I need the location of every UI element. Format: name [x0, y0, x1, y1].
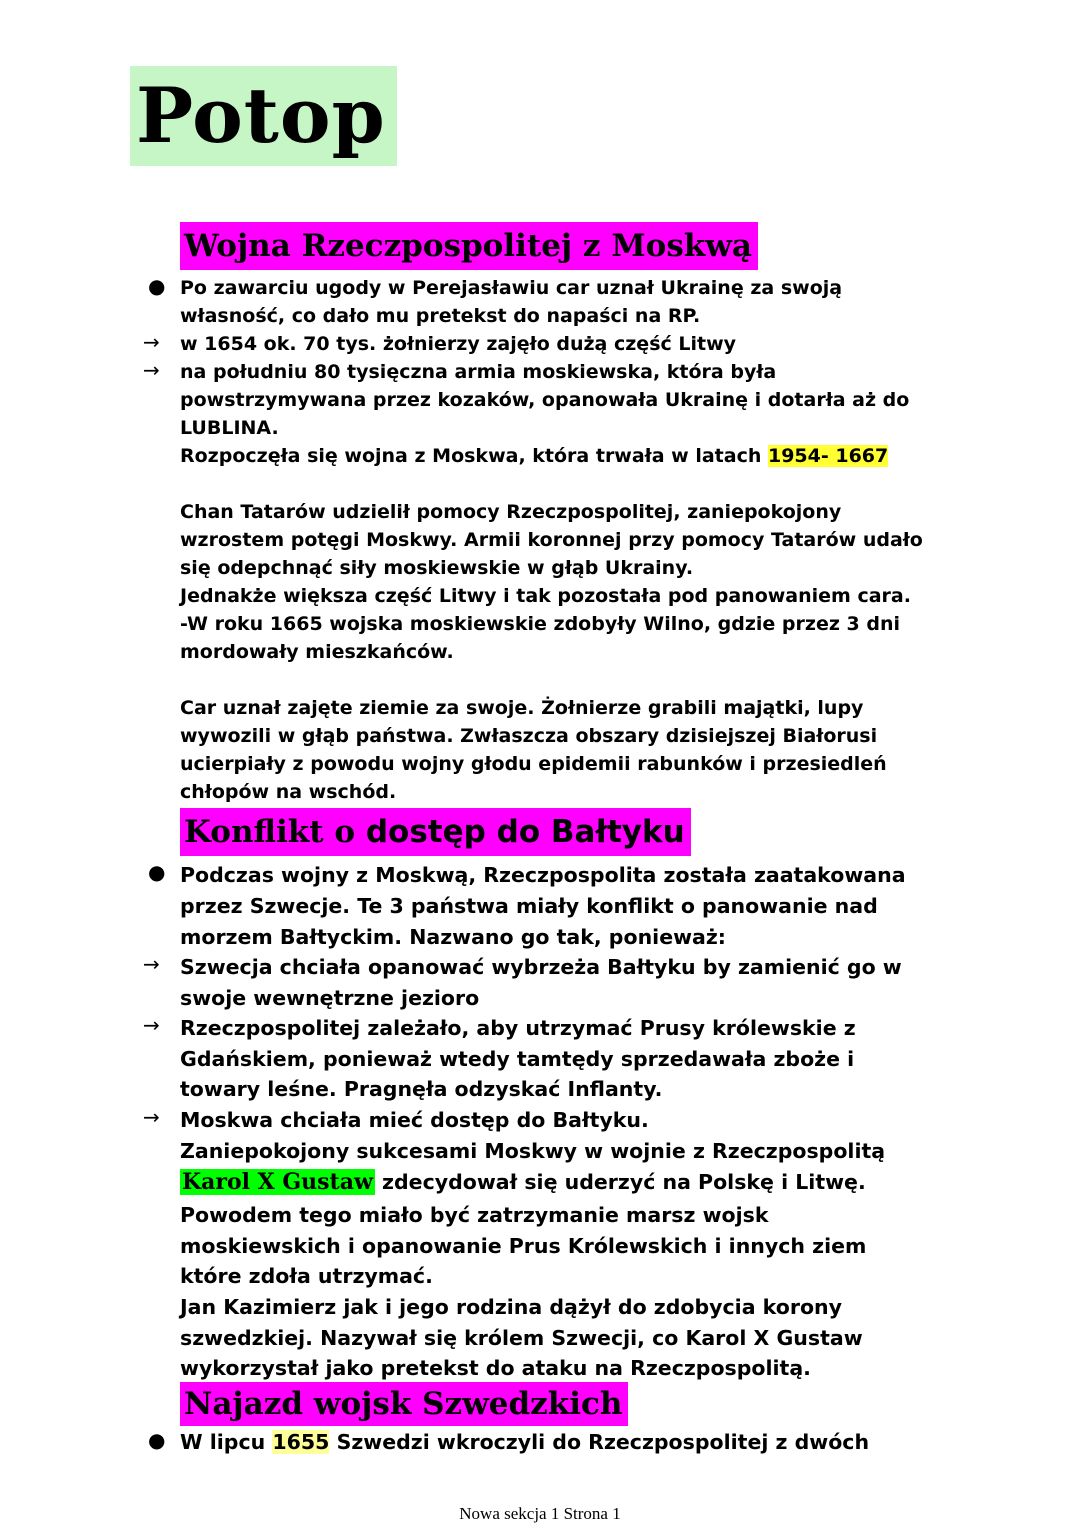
text-line: Moskwa chciała mieć dostęp do Bałtyku. — [180, 1108, 649, 1132]
text-line: Rzeczpospolitej zależało, aby utrzymać Prusy królewskie z — [180, 1016, 856, 1040]
section-heading-swedish-invasion: Najazd wojsk Szwedzkich — [180, 1382, 628, 1426]
text-line — [180, 1427, 869, 1457]
text-line: Zaniepokojony sukcesami Moskwy w wojnie z Rzeczpospolitą — [180, 1139, 886, 1163]
text-line: LUBLINA. — [180, 417, 279, 439]
arrow-right-icon: → — [143, 1105, 160, 1129]
heading-part: Konflikt o — [184, 814, 356, 850]
bullet-icon: ● — [148, 860, 166, 884]
bullet-icon: ● — [148, 274, 166, 298]
text-line: szwedzkiej. Nazywał się królem Szwecji, co Karol X Gustaw — [180, 1326, 863, 1350]
text-line: Chan Tatarów udzielił pomocy Rzeczpospolitej, zaniepokojony — [180, 501, 842, 523]
arrow-right-icon: → — [143, 952, 160, 976]
text-line — [180, 1167, 866, 1197]
arrow-right-icon: → — [143, 1013, 160, 1037]
text-line: Car uznał zajęte ziemie za swoje. Żołnierze grabili majątki, lupy — [180, 697, 864, 719]
arrow-right-icon: → — [143, 358, 160, 382]
bullet-icon: ● — [148, 1428, 166, 1452]
text-line: w 1654 ok. 70 tys. żołnierzy zajęło dużą część Litwy — [180, 333, 737, 355]
text-line: przez Szwecje. Te 3 państwa miały konflikt o panowanie nad — [180, 894, 878, 918]
text-line: Po zawarciu ugody w Perejasławiu car uznał Ukrainę za swoją — [180, 277, 843, 299]
text-span: Szwedzi wkroczyli do Rzeczpospolitej z dwóch — [329, 1430, 870, 1454]
text-line: ucierpiały z powodu wojny głodu epidemii rabunków i przesiedleń — [180, 753, 887, 775]
text-line: chłopów na wschód. — [180, 781, 397, 803]
highlight-years: 1954- 1667 — [767, 445, 889, 467]
text-line: powstrzymywana przez kozaków, opanowała Ukrainę i dotarła aż do — [180, 389, 910, 411]
text-line: własność, co dało mu pretekst do napaści na RP. — [180, 305, 701, 327]
text-line: Jednakże większa część Litwy i tak pozostała pod panowaniem cara. — [180, 585, 911, 607]
text-line: wykorzystał jako pretekst do ataku na Rzeczpospolitą. — [180, 1356, 811, 1380]
text-line: na południu 80 tysięczna armia moskiewska, która była — [180, 361, 777, 383]
text-line: się odepchnąć siły moskiewskie w głąb Ukrainy. — [180, 557, 694, 579]
text-line: mordowały mieszkańców. — [180, 641, 454, 663]
text-line: Gdańskiem, ponieważ wtedy tamtędy sprzedawała zboże i — [180, 1047, 855, 1071]
text-line: które zdoła utrzymać. — [180, 1264, 433, 1288]
text-line: Powodem tego miało być zatrzymanie marsz wojsk — [180, 1203, 769, 1227]
text-line: moskiewskich i opanowanie Prus Królewskich i innych ziem — [180, 1234, 867, 1258]
text-line: towary leśne. Pragnęła odzyskać Inflanty. — [180, 1077, 663, 1101]
highlight-king: Karol X Gustaw — [182, 1169, 373, 1195]
section-heading-baltic-conflict — [180, 808, 691, 856]
text-line: swoje wewnętrzne jezioro — [180, 986, 480, 1010]
text-span: W lipcu — [180, 1430, 273, 1454]
page-title: Potop — [130, 66, 397, 166]
text-line — [180, 442, 888, 470]
text-line: morzem Bałtyckim. Nazwano go tak, ponieważ: — [180, 925, 726, 949]
text-line: wzrostem potęgi Moskwy. Armii koronnej przy pomocy Tatarów udało — [180, 529, 923, 551]
text-line: Szwecja chciała opanować wybrzeża Bałtyku by zamienić go w — [180, 955, 902, 979]
section-heading-war-moscow: Wojna Rzeczpospolitej z Moskwą — [180, 222, 758, 270]
text-line: wywozili w głąb państwa. Zwłaszcza obszary dzisiejszej Białorusi — [180, 725, 878, 747]
text-span: Rozpoczęła się wojna z Moskwa, która trwała w latach — [180, 445, 768, 467]
highlight-year: 1655 — [272, 1430, 330, 1454]
text-line: Jan Kazimierz jak i jego rodzina dążył do zdobycia korony — [180, 1295, 842, 1319]
heading-part: dostęp do Bałtyku — [365, 814, 685, 850]
text-span: zdecydował się uderzyć na Polskę i Litwę. — [374, 1170, 866, 1194]
text-line: Podczas wojny z Moskwą, Rzeczpospolita została zaatakowana — [180, 863, 906, 887]
text-line: -W roku 1665 wojska moskiewskie zdobyły Wilno, gdzie przez 3 dni — [180, 613, 900, 635]
arrow-right-icon: → — [143, 330, 160, 354]
page-footer: Nowa sekcja 1 Strona 1 — [459, 1504, 621, 1523]
